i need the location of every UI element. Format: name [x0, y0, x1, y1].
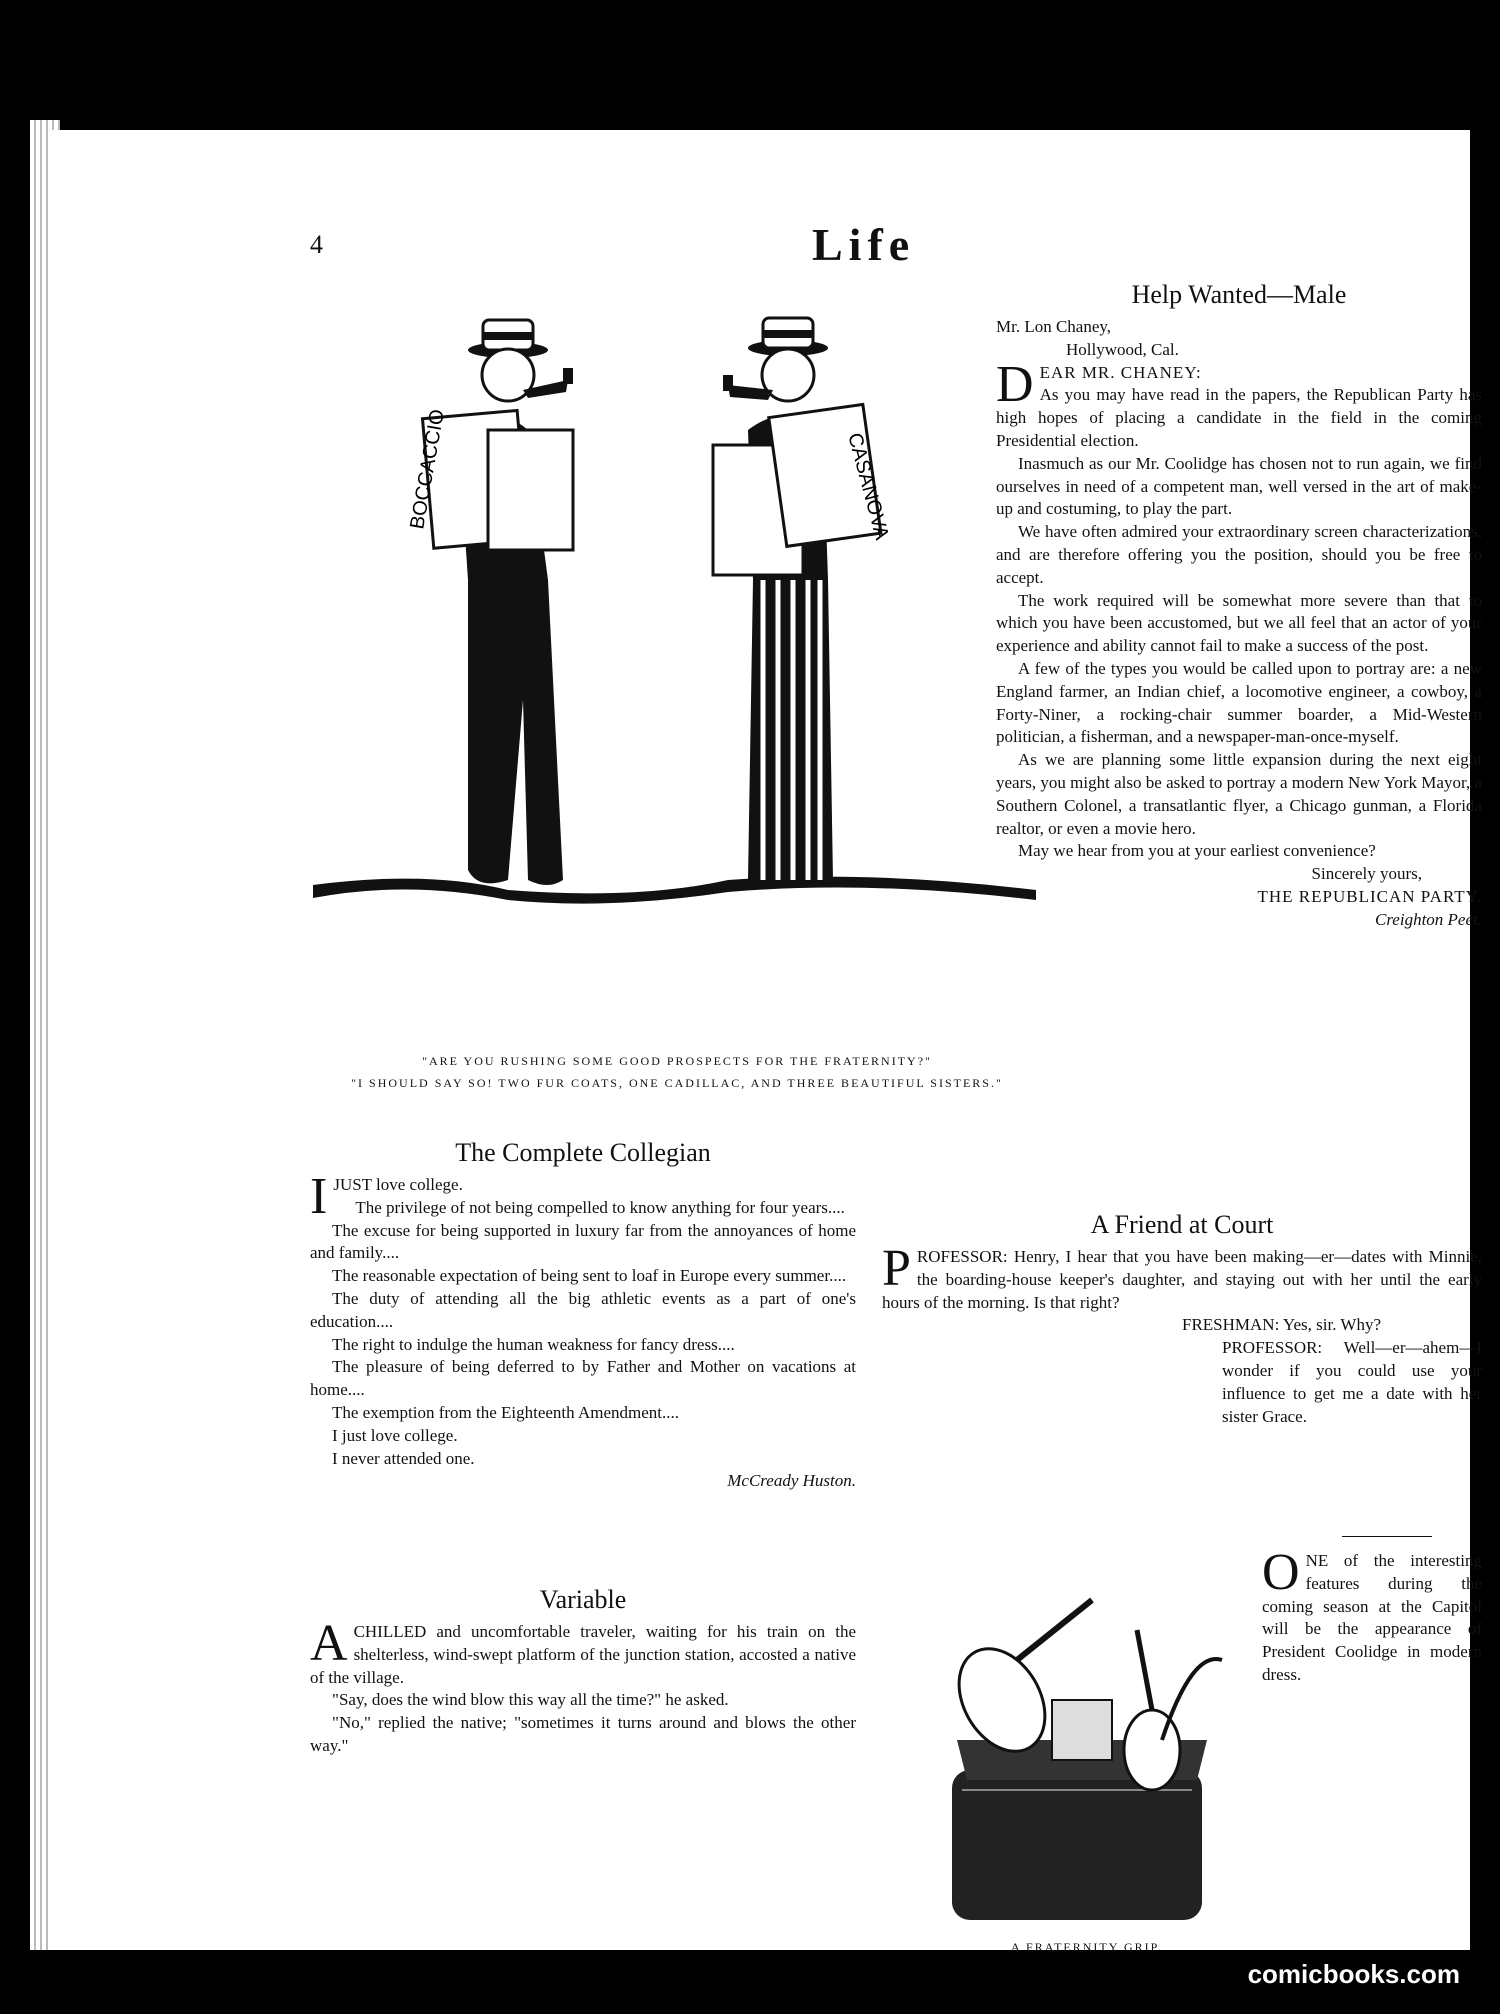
article-title: Variable	[539, 1585, 627, 1614]
cartoon-illustration	[308, 280, 1038, 1030]
image-caption: A FRATERNITY GRIP.	[1011, 1940, 1163, 1954]
paragraph: A few of the types you would be called upon to portray are: a new England farmer, an Indian chief, a locomotive engineer, a cowboy, a Forty-Niner, a rocking-chair summer boarder, a Mid-Western politician, a fisherman, and a newspaper-man-once-myself.	[996, 658, 1482, 747]
paragraph: The exemption from the Eighteenth Amendment....	[332, 1402, 679, 1422]
divider	[1342, 1536, 1432, 1537]
caption-line-2: "I SHOULD SAY SO! TWO FUR COATS, ONE CADILLAC, AND THREE BEAUTIFUL SISTERS."	[351, 1076, 1003, 1090]
paragraph: I just love college.	[332, 1425, 458, 1445]
drop-cap: P	[882, 1240, 911, 1297]
drop-cap: O	[1262, 1544, 1300, 1601]
drop-cap: I	[310, 1168, 328, 1225]
paragraph: As we are planning some little expansion during the next eight years, you might also be asked to portray a modern New York Mayor, a Southern Colonel, a transatlantic flyer, a Chicago gunman, a Florida realtor, or even a movie hero.	[996, 750, 1482, 838]
page-content	[52, 130, 1482, 1954]
article-variable	[310, 1585, 856, 1758]
article-help-wanted	[996, 280, 1482, 932]
left-student-figure	[406, 320, 573, 885]
page-number: 4	[310, 230, 323, 259]
drop-cap: D	[996, 355, 1034, 413]
paragraph: We have often admired your extraordinary screen characterizations, and are therefore offering you the position, should you be free to accept.	[996, 522, 1482, 587]
paragraph: May we hear from you at your earliest convenience?	[1018, 841, 1376, 861]
paragraph: ROFESSOR: Henry, I hear that you have been making—er—dates with Minnie, the boarding-house keeper's daughter, and staying out with her until the early hours of the morning. Is that right?	[882, 1247, 1482, 1312]
author-byline: Creighton Peet.	[1374, 909, 1482, 929]
article-friend-at-court	[882, 1210, 1482, 1428]
address-line: Mr. Lon Chaney,	[996, 317, 1112, 336]
paragraph: The right to indulge the human weakness for fancy dress....	[332, 1334, 735, 1354]
article-title: Help Wanted—Male	[1131, 280, 1347, 309]
paragraph: CHILLED and uncomfortable traveler, waiting for his train on the shelterless, wind-swept platform of the junction station, accosted a native of the village.	[310, 1622, 856, 1687]
paragraph: NE of the interesting features during the coming season at the Capitol will be the appearance of President Coolidge in modern dress.	[1262, 1551, 1482, 1684]
paragraph: JUST love college.	[333, 1175, 463, 1194]
cartoon-caption	[322, 1050, 1032, 1094]
paragraph: The privilege of not being compelled to know anything for four years....	[355, 1197, 845, 1217]
paragraph: "No," replied the native; "sometimes it turns around and blows the other way."	[310, 1713, 856, 1755]
paragraph: "Say, does the wind blow this way all the time?" he asked.	[332, 1690, 729, 1710]
closing: Sincerely yours,	[1311, 864, 1422, 884]
signer: THE REPUBLICAN PARTY.	[1257, 886, 1482, 906]
svg-text:CASANOVA: CASANOVA	[843, 430, 893, 543]
article-title: A Friend at Court	[1090, 1210, 1274, 1239]
paragraph: The pleasure of being deferred to by Father and Mother on vacations at home....	[310, 1357, 856, 1400]
paragraph: The excuse for being supported in luxury far from the annoyances of home and family....	[310, 1220, 856, 1263]
watermark: comicbooks.com	[1247, 1959, 1460, 1989]
salutation: EAR MR. CHANEY:	[1039, 362, 1202, 382]
masthead: Life	[812, 219, 916, 270]
right-student-figure	[713, 318, 893, 880]
sidebar-item	[1262, 1544, 1482, 1687]
drop-cap: A	[310, 1615, 348, 1672]
paragraph: The reasonable expectation of being sent to loaf in Europe every summer....	[332, 1266, 847, 1286]
paragraph: PROFESSOR: Well—er—ahem—I wonder if you could use your influence to get me a date with her sister Grace.	[1222, 1338, 1482, 1426]
author-byline: McCready Huston.	[727, 1471, 856, 1491]
paragraph: I never attended one.	[332, 1448, 475, 1468]
fraternity-grip-illustration	[932, 1590, 1242, 1930]
article-title: The Complete Collegian	[455, 1138, 711, 1167]
article-complete-collegian	[310, 1138, 856, 1493]
paragraph: The duty of attending all the big athletic events as a part of one's education....	[310, 1288, 856, 1331]
paragraph: FRESHMAN: Yes, sir. Why?	[1182, 1315, 1382, 1335]
paragraph: As you may have read in the papers, the Republican Party has high hopes of placing a candidate in the field in the coming Presidential election.	[996, 385, 1482, 450]
address-line: Hollywood, Cal.	[1066, 339, 1179, 359]
caption-line-1: "ARE YOU RUSHING SOME GOOD PROSPECTS FOR THE FRATERNITY?"	[422, 1054, 932, 1068]
paragraph: The work required will be somewhat more severe than that to which you have been accustomed, but we all feel that an actor of your experience and ability cannot fail to make a success of the post.	[996, 590, 1482, 656]
svg-text:BOCCACCIO: BOCCACCIO	[406, 407, 449, 531]
paragraph: Inasmuch as our Mr. Coolidge has chosen not to run again, we find ourselves in need of a competent man, well versed in the art of make-up and costuming, to play the part.	[996, 453, 1482, 519]
